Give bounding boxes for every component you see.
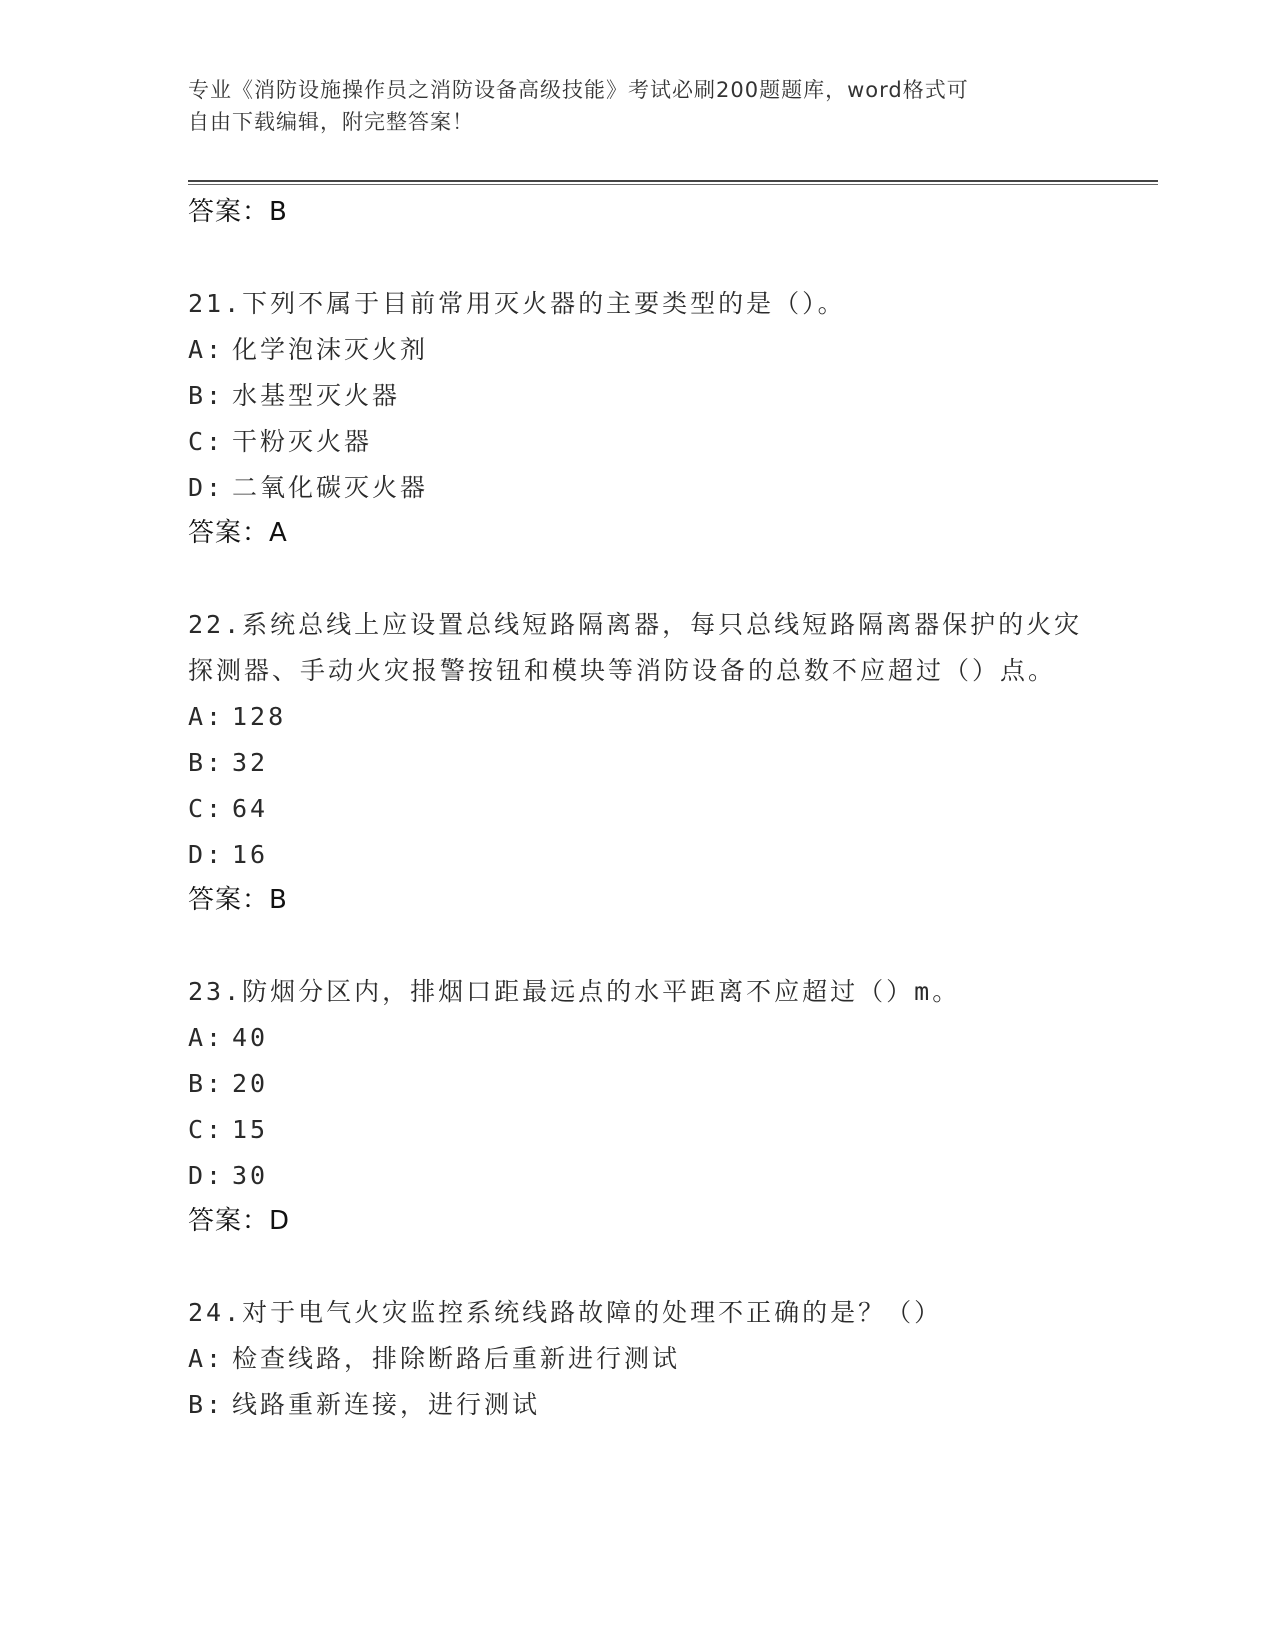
option-text: 化学泡沫灭火剂 [232, 335, 429, 364]
header-line-1: 专业《消防设施操作员之消防设备高级技能》考试必刷200题题库，word格式可 [188, 78, 969, 102]
option-letter: B: [188, 748, 225, 777]
option-d [188, 832, 1088, 878]
question-stem: 23.防烟分区内，排烟口距最远点的水平距离不应超过（）m。 [188, 977, 961, 1006]
option-letter: C: [188, 427, 225, 456]
header-divider-thin [188, 184, 1158, 185]
option-text: 15 [232, 1115, 269, 1144]
option-b [188, 1382, 1088, 1428]
answer-line: 答案：B [188, 197, 288, 227]
option-letter: A: [188, 1344, 225, 1373]
option-text: 16 [232, 840, 269, 869]
option-a [188, 694, 1088, 740]
option-letter: D: [188, 840, 225, 869]
question-stem: 24.对于电气火灾监控系统线路故障的处理不正确的是？（） [188, 1298, 943, 1327]
option-letter: B: [188, 1069, 225, 1098]
document-header [188, 74, 1058, 138]
question-stem: 22.系统总线上应设置总线短路隔离器，每只总线短路隔离器保护的火灾探测器、手动火灾报警按钮和模块等消防设备的总数不应超过（）点。 [188, 610, 1083, 685]
option-d [188, 465, 1088, 511]
option-text: 二氧化碳灭火器 [232, 473, 429, 502]
option-a [188, 327, 1088, 373]
option-letter: D: [188, 1161, 225, 1190]
question-24 [188, 1290, 1088, 1428]
option-b [188, 1061, 1088, 1107]
option-text: 30 [232, 1161, 269, 1190]
header-line-2: 自由下载编辑，附完整答案！ [188, 110, 474, 134]
option-b [188, 740, 1088, 786]
option-b [188, 373, 1088, 419]
option-a [188, 1015, 1088, 1061]
question-22 [188, 602, 1088, 922]
option-text: 干粉灭火器 [232, 427, 373, 456]
header-divider-thick [188, 180, 1158, 182]
option-text: 水基型灭火器 [232, 381, 401, 410]
option-letter: D: [188, 473, 225, 502]
option-c [188, 1107, 1088, 1153]
option-text: 128 [232, 702, 287, 731]
option-c [188, 786, 1088, 832]
option-letter: A: [188, 1023, 225, 1052]
answer-line: 答案：D [188, 1206, 291, 1236]
option-text: 40 [232, 1023, 269, 1052]
question-stem: 21.下列不属于目前常用灭火器的主要类型的是（）。 [188, 289, 846, 318]
option-text: 检查线路，排除断路后重新进行测试 [232, 1344, 681, 1373]
option-c [188, 419, 1088, 465]
option-a [188, 1336, 1088, 1382]
option-text: 线路重新连接，进行测试 [232, 1390, 541, 1419]
option-text: 32 [232, 748, 269, 777]
question-23 [188, 969, 1088, 1243]
answer-line: 答案：A [188, 518, 288, 548]
question-21 [188, 281, 1088, 555]
option-letter: B: [188, 1390, 225, 1419]
answer-line: 答案：B [188, 885, 288, 915]
option-letter: A: [188, 702, 225, 731]
option-letter: A: [188, 335, 225, 364]
option-d [188, 1153, 1088, 1199]
option-letter: C: [188, 1115, 225, 1144]
option-text: 64 [232, 794, 269, 823]
option-letter: B: [188, 381, 225, 410]
option-letter: C: [188, 794, 225, 823]
question-list [188, 190, 1088, 1428]
option-text: 20 [232, 1069, 269, 1098]
